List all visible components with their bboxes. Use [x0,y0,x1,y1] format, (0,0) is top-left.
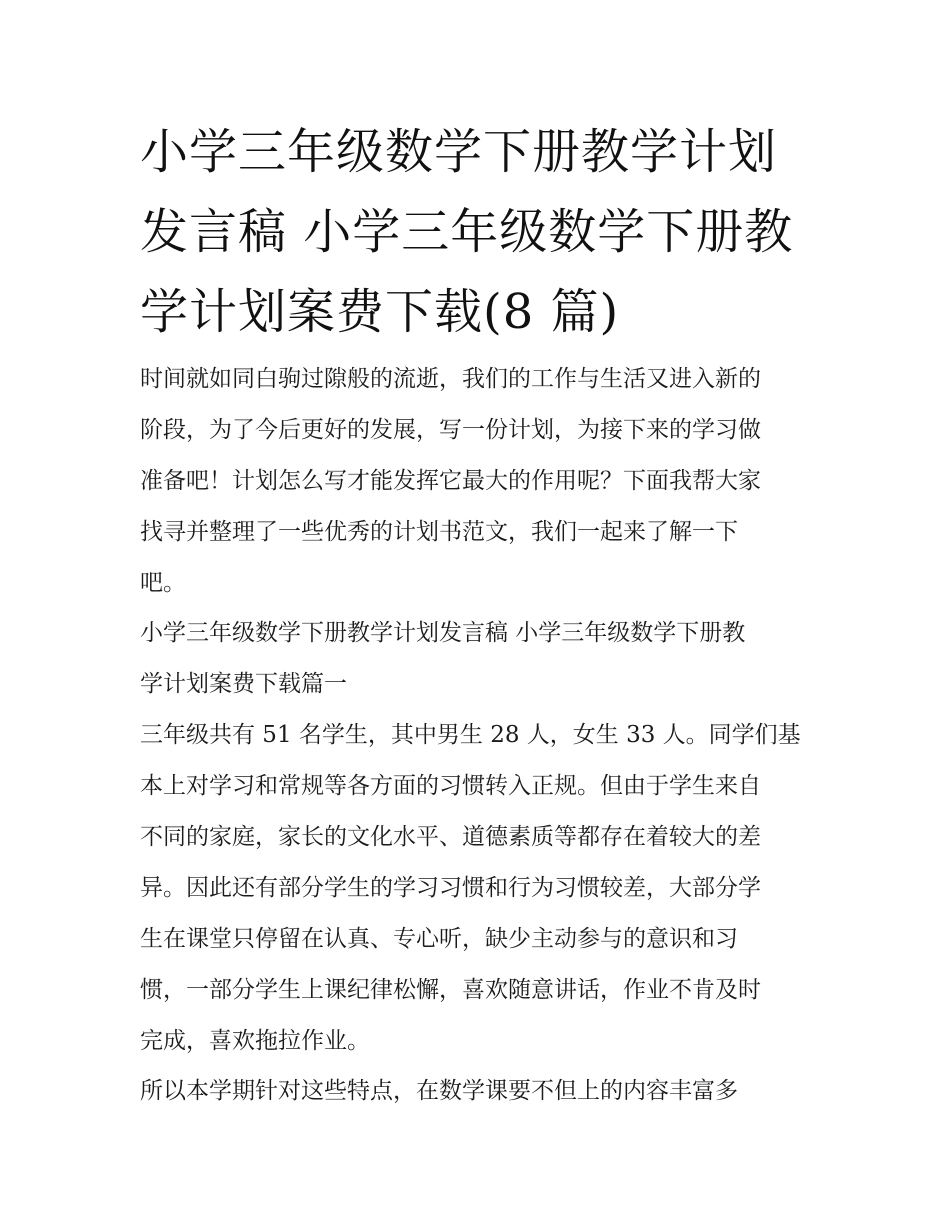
text-line: 准备吧！计划怎么写才能发挥它最大的作用呢？下面我帮大家 [140,468,761,494]
text-line: 完成，喜欢拖拉作业。 [140,1028,370,1054]
section-heading [140,608,820,710]
title-line: 小学三年级数学下册教学计划 [140,124,778,180]
text-line: 吧。 [140,570,186,596]
intro-paragraph [140,354,820,609]
text-line: 时间就如同白驹过隙般的流逝，我们的工作与生活又进入新的 [140,366,761,392]
text-line: 本上对学习和常规等各方面的习惯转入正规。但由于学生来自 [140,773,761,799]
text-line: 学计划案费下载篇一 [140,671,347,697]
students-paragraph [140,710,820,1067]
text-line: 异。因此还有部分学生的学习习惯和行为习惯较差，大部分学 [140,875,761,901]
text-line: 不同的家庭，家长的文化水平、道德素质等都存在着较大的差 [140,824,761,850]
text-line: 生在课堂只停留在认真、专心听，缺少主动参与的意识和习 [140,926,738,952]
text-line: 找寻并整理了一些优秀的计划书范文，我们一起来了解一下 [140,519,738,545]
text-line: 所以本学期针对这些特点，在数学课要不但上的内容丰富多 [140,1078,738,1104]
text-line: 阶段，为了今后更好的发展，写一份计划，为接下来的学习做 [140,417,761,443]
text-line: 三年级共有 51 名学生，其中男生 28 人，女生 33 人。同学们基 [140,722,801,748]
document-title [140,112,820,352]
plan-paragraph [140,1066,820,1117]
text-line: 惯，一部分学生上课纪律松懈，喜欢随意讲话，作业不肯及时 [140,977,761,1003]
title-line: 学计划案费下载(8 篇) [140,284,620,340]
text-line: 小学三年级数学下册教学计划发言稿 小学三年级数学下册教 [140,620,746,646]
title-line: 发言稿 小学三年级数学下册教 [140,204,794,260]
